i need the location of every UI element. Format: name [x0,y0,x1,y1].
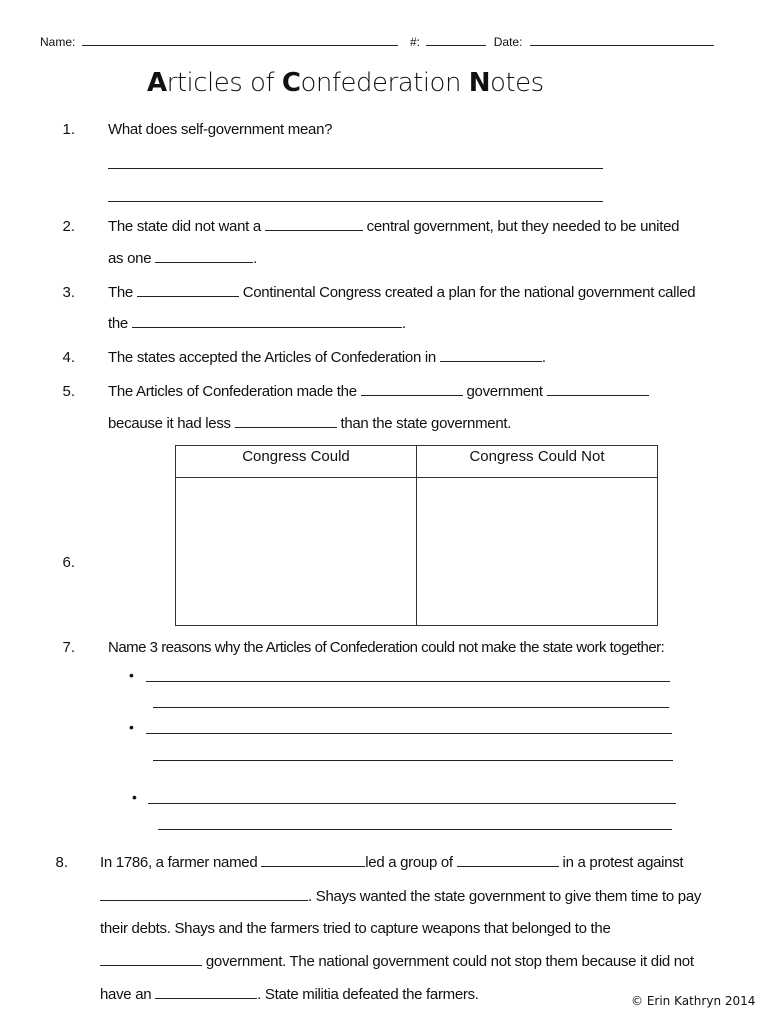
q8-text-a: In 1786, a farmer named [100,854,258,871]
q1-answer-line-2[interactable] [108,201,603,202]
q5-blank-2[interactable] [547,394,649,396]
q1-number: 1. [62,121,75,138]
q5-text-b: government [466,383,543,400]
q7-number: 7. [62,639,75,656]
header-row [40,35,714,49]
q3-text-a: The [108,284,133,301]
q3-line-1 [108,284,695,301]
q3-number: 3. [62,284,75,301]
q5-line-1 [108,383,649,400]
q8-text-f: government. The national government could not stop them because it did not [205,953,694,970]
q8-blank-4[interactable] [100,964,202,966]
q7-reason-1-line-2[interactable] [153,707,669,708]
q7-reason-3-line-2[interactable] [158,829,672,830]
q7-reason-1-line-1[interactable] [146,681,670,682]
q4-text-b: . [541,349,546,366]
q7-bullet-1: • [129,667,134,683]
q8-blank-5[interactable] [155,997,257,999]
page-title [147,68,544,98]
q5-blank-1[interactable] [361,394,463,396]
number-field[interactable] [426,44,486,46]
q3-text-d: . [401,315,406,332]
q3-text-b: Continental Congress created a plan for the national government called [242,284,696,301]
q2-line-1 [108,218,679,235]
q8-text-b: led a group of [365,854,453,871]
q5-line-2 [108,415,511,432]
congress-could-cell[interactable] [176,478,417,626]
q7-reason-2-line-1[interactable] [146,733,672,734]
q3-line-2 [108,315,406,332]
q8-text-d: . Shays wanted the state government to give them time to pay [308,888,702,905]
q5-number: 5. [62,383,75,400]
date-field[interactable] [530,44,714,46]
q2-number: 2. [62,218,75,235]
q8-blank-1[interactable] [261,865,365,867]
q2-text-b: central government, but they needed to be united [366,218,680,235]
q5-text-d: than the state government. [340,415,512,432]
copyright-notice: © Erin Kathryn 2014 [631,994,756,1008]
q8-line-2 [100,888,701,905]
title-part-a: rticles of [166,68,282,98]
title-part-n: otes [489,68,544,98]
date-label: Date: [493,35,523,49]
number-label: #: [410,35,421,49]
q8-text-c: in a protest against [562,854,684,871]
q8-blank-3[interactable] [100,899,308,901]
q7-bullet-2: • [129,719,134,735]
q2-line-2 [108,250,257,267]
q4-line [108,349,546,366]
q6-number: 6. [62,554,75,571]
name-label: Name: [40,35,76,49]
q3-blank-1[interactable] [137,295,239,297]
q2-text-a: The state did not want a [108,218,261,235]
title-part-c: onfederation [300,68,469,98]
q1-answer-line-1[interactable] [108,168,603,169]
q5-text-c: because it had less [108,415,231,432]
q8-text-g: have an [100,986,152,1003]
q2-blank-2[interactable] [155,261,253,263]
q8-text-h: . State militia defeated the farmers. [257,986,479,1003]
q3-blank-2[interactable] [132,326,402,328]
q7-reason-2-line-2[interactable] [153,760,673,761]
q2-text-c: as one [108,250,152,267]
congress-could-not-header: Congress Could Not [417,446,658,478]
q8-line-4 [100,953,694,970]
q8-text-e: their debts. Shays and the farmers tried to capture weapons that belonged to the [100,920,611,937]
q4-blank[interactable] [440,360,542,362]
title-initial-a: A [147,68,167,98]
q8-number: 8. [55,854,68,871]
q7-bullet-3: • [132,789,137,805]
q7-reason-3-line-1[interactable] [148,803,676,804]
q5-text-a: The Articles of Confederation made the [108,383,357,400]
q8-line-3 [100,920,611,937]
congress-could-header: Congress Could [176,446,417,478]
q2-blank-1[interactable] [265,229,363,231]
q8-line-1 [100,854,683,871]
q7-text: Name 3 reasons why the Articles of Confederation could not make the state work together: [108,639,665,656]
q3-text-c: the [108,315,128,332]
title-initial-c: C [281,68,301,98]
name-field[interactable] [82,44,398,46]
q8-blank-2[interactable] [457,865,559,867]
title-initial-n: N [468,68,490,98]
q4-text-a: The states accepted the Articles of Confederation in [108,349,436,366]
q8-line-5 [100,986,479,1003]
congress-table [175,445,658,626]
q4-number: 4. [62,349,75,366]
q2-text-d: . [253,250,257,267]
q1-text: What does self-government mean? [108,121,333,138]
congress-could-not-cell[interactable] [417,478,658,626]
q5-blank-3[interactable] [235,426,337,428]
